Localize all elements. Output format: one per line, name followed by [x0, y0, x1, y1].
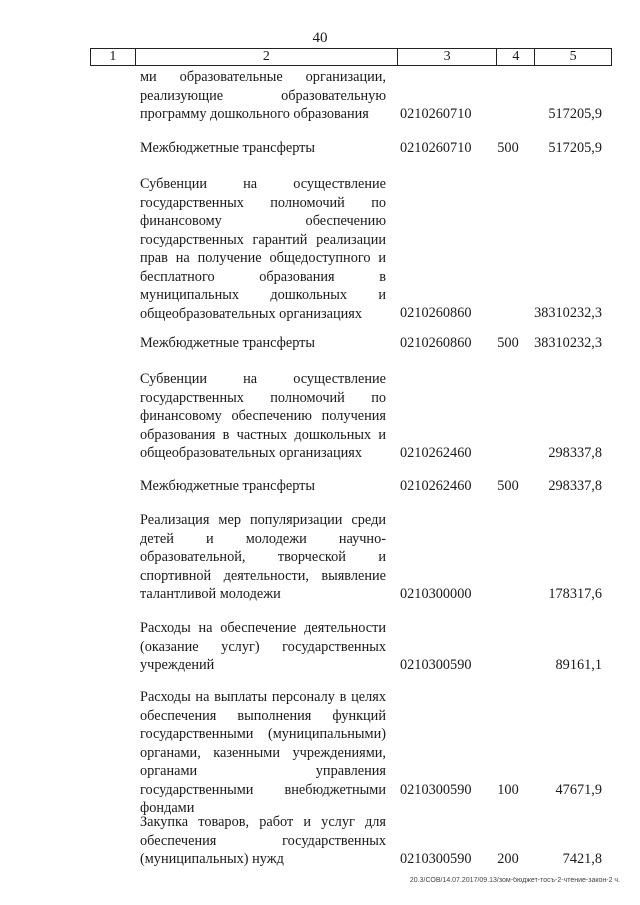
row-amount: 298337,8	[548, 445, 602, 461]
row-name: Межбюджетные трансферты	[140, 335, 316, 351]
row-code: 0210260860	[400, 335, 472, 351]
row-code: 0210262460	[400, 445, 472, 461]
row-kind: 500	[497, 140, 519, 156]
row-amount: 89161,1	[555, 657, 602, 673]
row-amount: 298337,8	[548, 478, 602, 494]
row-name: Закупка товаров, работ и услуг для обеспечения государственных (муниципальных) нужд	[140, 814, 386, 867]
column-header-3: 3	[398, 49, 498, 65]
row-amount: 47671,9	[555, 782, 602, 798]
column-header-4: 4	[497, 49, 535, 65]
row-amount: 7421,8	[562, 851, 602, 867]
row-kind: 500	[497, 335, 519, 351]
row-name: Субвенции на осуществление государственных полномочий по финансовому обеспечению государственных гарантий реализации прав на получение общедоступного и бесплатного образования в муниципальных дошкольных и общеобразовательных организациях	[140, 176, 386, 322]
document-footer: 20.3/СОВ/14.07.2017/09.13/зом-бюджет-тосъ-2-чтение-закон-2 ч.	[409, 877, 620, 884]
row-name: Межбюджетные трансферты	[140, 478, 316, 494]
row-amount: 38310232,3	[534, 335, 602, 351]
row-code: 0210260710	[400, 106, 472, 122]
row-name: Расходы на обеспечение деятельности (оказание услуг) государственных учреждений	[140, 620, 386, 673]
row-name: Субвенции на осуществление государственных полномочий по финансовому обеспечению получения образования в частных дошкольных и общеобразовательных организациях	[140, 371, 386, 461]
row-amount: 178317,6	[548, 586, 602, 602]
row-code: 0210300000	[400, 586, 472, 602]
row-kind: 500	[497, 478, 519, 494]
column-header-1: 1	[91, 49, 136, 65]
row-code: 0210300590	[400, 657, 472, 673]
column-header-5: 5	[569, 49, 577, 64]
row-amount: 517205,9	[548, 106, 602, 122]
row-name: ми образовательные организации, реализующие образовательную программу дошкольного образования	[140, 69, 386, 122]
page-number: 40	[312, 30, 328, 46]
row-kind: 100	[497, 782, 519, 798]
table-header	[90, 48, 612, 66]
row-code: 0210262460	[400, 478, 472, 494]
row-amount: 517205,9	[548, 140, 602, 156]
row-code: 0210300590	[400, 851, 472, 867]
row-code: 0210260710	[400, 140, 472, 156]
row-name: Реализация мер популяризации среди детей и молодежи научно-образовательной, творческой и спортивной деятельности, выявление талантливой молодежи	[140, 512, 386, 602]
row-amount: 38310232,3	[534, 305, 602, 321]
row-name: Межбюджетные трансферты	[140, 140, 316, 156]
column-header-2: 2	[136, 49, 398, 65]
row-name: Расходы на выплаты персоналу в целях обеспечения выполнения функций государственными (муниципальными) органами, казенными учреждениями, органами управления государственными внебюджетными фондами	[140, 689, 386, 816]
row-code: 0210260860	[400, 305, 472, 321]
row-code: 0210300590	[400, 782, 472, 798]
row-kind: 200	[497, 851, 519, 867]
